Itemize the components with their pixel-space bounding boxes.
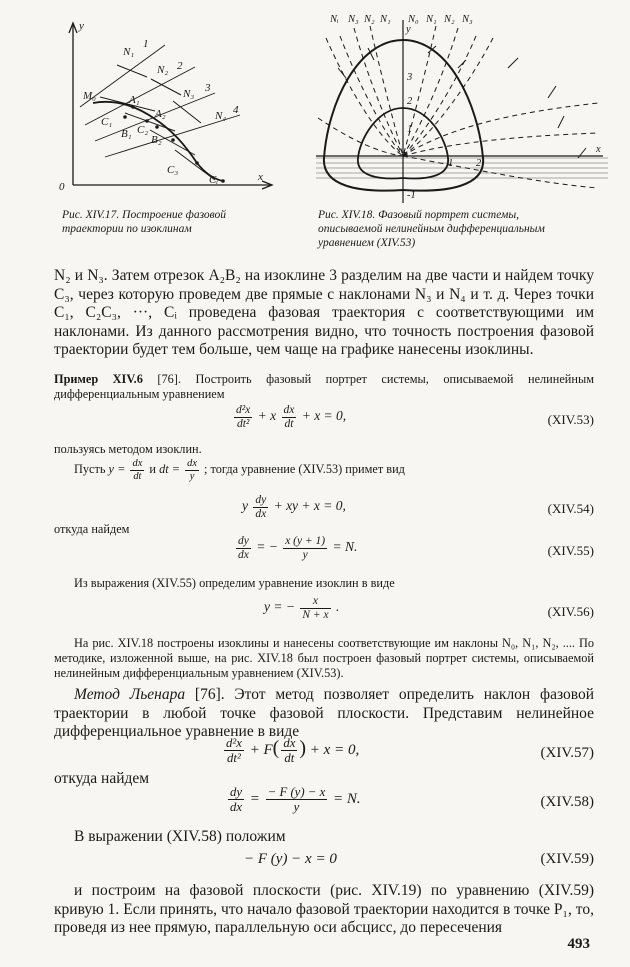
fig17-a1-label: A₁ [129,94,140,106]
equation-xiv-56: y = − $\frac{x}{N + x}$ . [264,595,340,621]
equation-xiv-57: $\frac{\text{d²x}}{\text{dt²}}$ + F( $\frac{dx}{dt}$ ) + x = 0, [226,736,360,766]
fig17-m0-label: M₀ [83,90,96,102]
from-55-line: Из выражения (XIV.55) определим уравнение изоклин в виде [74,576,395,590]
fig18-n3-right-label: N₃ [462,14,473,25]
fig17-a2-label: A₂ [155,108,166,120]
fig17-c3-label: C₃ [167,164,179,176]
example-xiv-6 [54,372,594,402]
paragraph-fig18: На рис. XIV.18 построены изоклины и нанесены соответствующие им наклоны N₀, N₁, N₂, .... По методике, изложенной выше, на рис. XIV.18 был построен фазовый портрет системы, описываемой нелинейным дифференциальным уравнением (XIV.53). [54,636,594,680]
whence-line-2: откуда найдем [54,770,150,787]
fig18-n0-label: N₀ [408,14,419,25]
figure-xiv-17 [55,15,285,200]
equation-number-59: (XIV.59) [540,851,594,867]
equation-number-54: (XIV.54) [547,501,594,516]
fig17-isocline-1-label: 1 [143,38,149,50]
fig18-tick-3: 3 [407,72,413,83]
example-title: Пример XIV.6 [54,372,143,386]
fig17-isocline-3-label: 3 [205,82,211,94]
equation-number-57: (XIV.57) [540,745,594,761]
fig18-caption: Рис. XIV.18. Фазовый портрет системы, описываемой нелинейным дифференциальным уравнением (XIV.53) [318,209,545,249]
equation-number-53: (XIV.53) [547,412,594,427]
fig17-b2-label: B₂ [151,134,162,146]
lienard-title: Метод Льенара [74,686,186,703]
fig18-n3-left-label: N₃ [348,14,359,25]
fig18-n1-left-label: N₁ [380,14,391,25]
figure-xiv-18 [308,8,608,208]
fig17-isocline-2-label: 2 [177,60,183,72]
equation-xiv-55: $\frac{dy}{dx}$ = − $\frac{x (y + 1)}{y}$ = N. [238,535,358,561]
let-line: Пусть y = $\frac{dx}{dt}$ и dt = $\frac{dx}{y}$ ; тогда уравнение (XIV.53) примет вид [74,458,405,482]
whence-line-1: откуда найдем [54,522,130,536]
fig17-n1-label: N₁ [123,46,135,58]
fig18-x-label: x [596,144,601,155]
fig18-tick-x1: 1 [448,158,454,169]
fig18-n2-right-label: N₂ [444,14,455,25]
put-58-line: В выражении (XIV.58) положим [74,828,286,845]
fig17-caption: Рис. XIV.17. Построение фазовой траектории по изоклинам [62,209,226,235]
fig17-n4-label: N₄ [215,110,227,122]
equation-number-58: (XIV.58) [540,794,594,810]
fig18-tick-minus1: -1 [407,190,416,201]
fig17-origin-label: 0 [59,181,65,193]
fig18-tick-1: 1 [407,124,413,135]
fig17-ci-label: Cᵢ [209,174,219,186]
paragraph-isocline-construction: N₂ и N₃. Затем отрезок A₂B₂ на изоклине 3 разделим на две части и найдем точку C₃, через которую проведем две прямые с наклонами N₃ и N₄ и т. д. Через точки C₁, C₂C₃, ···, Cᵢ проведена фазовая траектория с соответствующими им наклонами. Из данного рассмотрения видно, что точность построения фазовой траектории будет тем больше, чем чаще на графике нанесены изоклины. [54,267,594,358]
page-number: 493 [567,936,590,952]
equation-xiv-59: − F (y) − x = 0 [244,851,337,867]
fig17-y-label: y [79,20,84,32]
paragraph-lienard [54,686,594,742]
fig17-x-label: x [258,171,263,183]
fig17-c1-label: C₁ [101,116,113,128]
equation-number-55: (XIV.55) [547,543,594,558]
example-body: [76]. Построить фазовый портрет системы, описываемой нелинейным дифференциальным уравнением [54,372,594,401]
lienard-body: [76]. Этот метод позволяет определить наклон фазовой траектории в любой точке фазовой плоскости. Представим нелинейное дифференциальное уравнение в виде [54,686,594,740]
fig17-b1-label: B₁ [121,128,132,140]
equation-xiv-53: $\frac{\text{d²x}}{\text{dt²}}$ + x $\frac{dx}{dt}$ + x = 0, [236,404,347,430]
fig18-tick-x2: 2 [476,158,482,169]
fig17-c2-label: C₂ [137,124,149,136]
equation-xiv-58: $\frac{dy}{dx}$ = $\frac{- F (y) - x}{y}$ = N. [230,785,361,815]
fig17-n2-label: N₂ [157,64,169,76]
paragraph-final: и построим на фазовой плоскости (рис. XIV.19) по уравнению (XIV.59) кривую 1. Если принять, что начало фазовой траектории находится в точке P₁, то, проведя из нее прямую, параллельную оси абсцисс, до пересечения [54,882,594,936]
fig18-y-label: y [406,24,411,35]
fig18-n1-right-label: N₁ [426,14,437,25]
fig17-isocline-4-label: 4 [233,104,239,116]
fig17-n3-label: N₃ [183,88,195,100]
fig18-n2-left-label: N₂ [364,14,375,25]
isocline-method-line: пользуясь методом изоклин. [54,442,202,456]
equation-number-56: (XIV.56) [547,604,594,619]
equation-xiv-54: y $\frac{dy}{dx}$ + xy + x = 0, [242,494,346,520]
fig18-tick-2: 2 [407,96,413,107]
fig18-n-i-label: Nᵢ [330,14,339,25]
